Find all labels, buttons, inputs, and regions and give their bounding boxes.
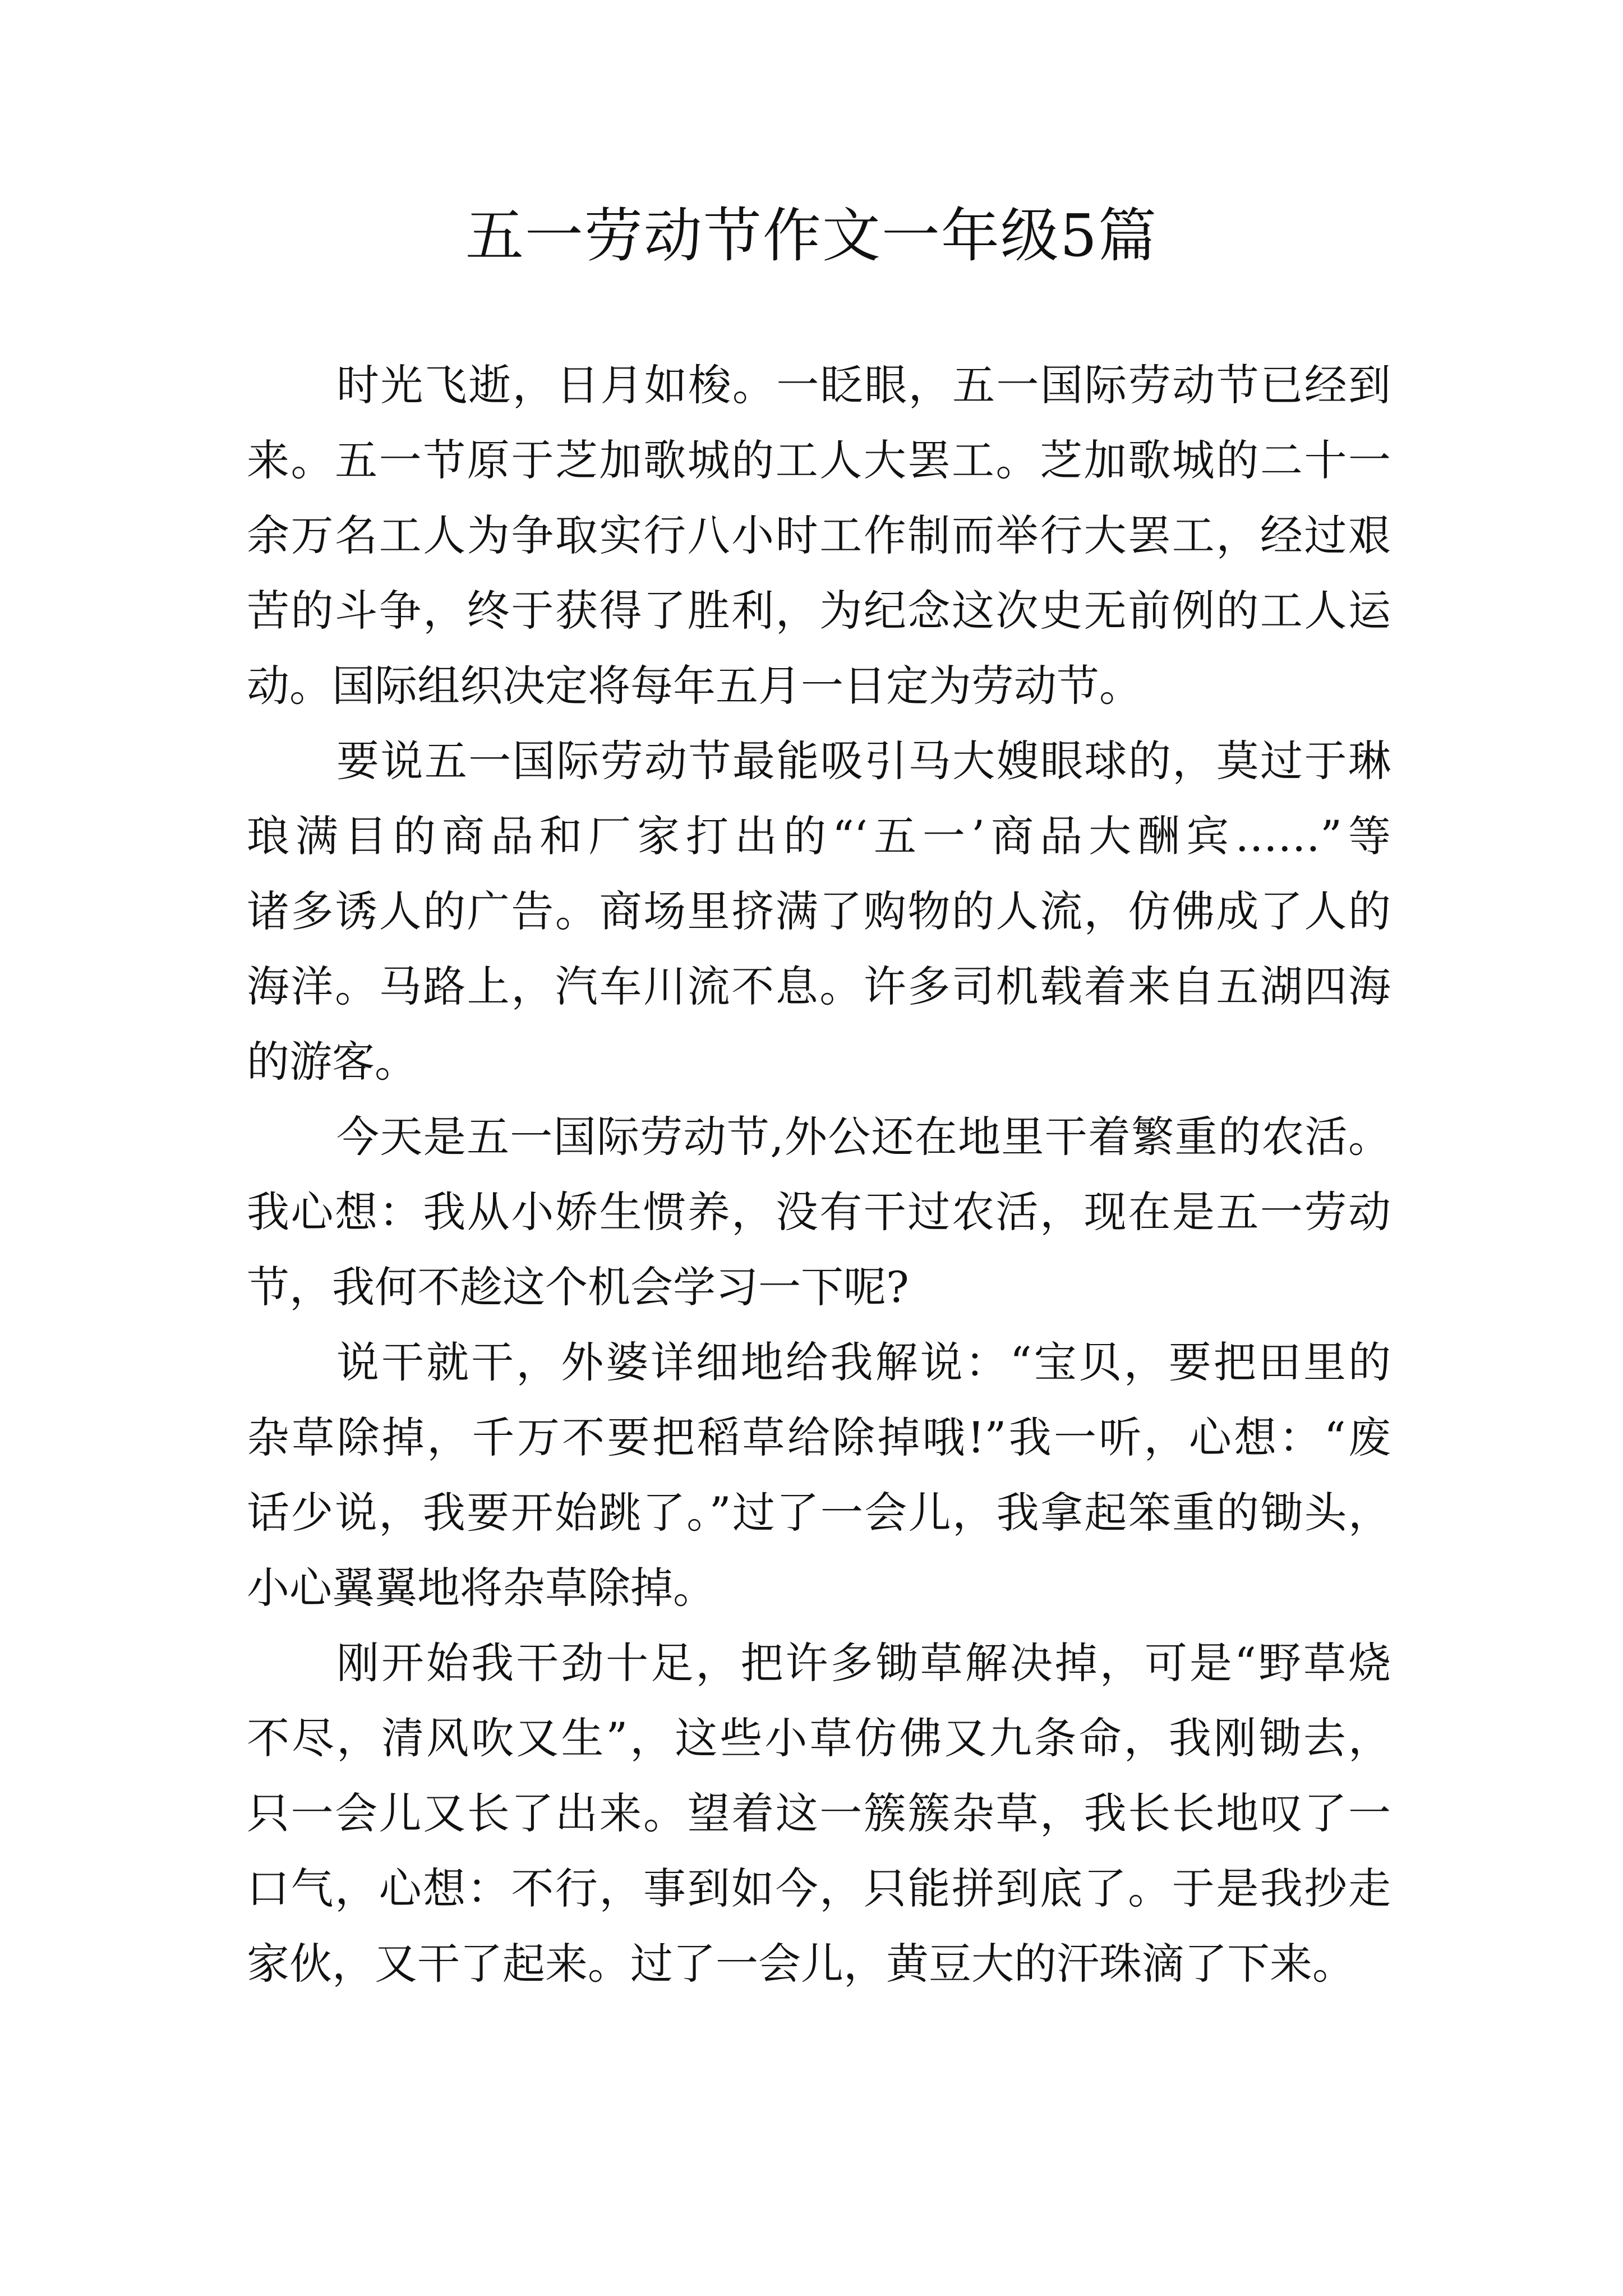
paragraph-line: 动。国际组织决定将每年五月一日定为劳动节。 bbox=[247, 661, 1142, 711]
paragraph-line: 来。五一节原于芝加歌城的工人大罢工。芝加歌城的二十一 bbox=[247, 435, 1391, 485]
paragraph-line: 话少说，我要开始跳了。”过了一会儿，我拿起笨重的锄头， bbox=[247, 1488, 1391, 1538]
paragraph-1 bbox=[247, 348, 1391, 724]
paragraph-line: 今天是五一国际劳动节,外公还在地里干着繁重的农活。 bbox=[336, 1112, 1391, 1162]
paragraph-line: 家伙，又干了起来。过了一会儿，黄豆大的汗珠滴了下来。 bbox=[247, 1939, 1355, 1989]
paragraph-line: 只一会儿又长了出来。望着这一簇簇杂草，我长长地叹了一 bbox=[247, 1788, 1391, 1838]
paragraph-2 bbox=[247, 724, 1391, 1099]
paragraph-line: 苦的斗争，终于获得了胜利，为纪念这次史无前例的工人运 bbox=[247, 586, 1391, 636]
paragraph-line: 杂草除掉，千万不要把稻草给除掉哦!”我一听，心想：“废 bbox=[247, 1412, 1391, 1462]
paragraph-line: 刚开始我干劲十足，把许多锄草解决掉，可是“野草烧 bbox=[336, 1638, 1391, 1688]
paragraph-line: 节，我何不趁这个机会学习一下呢? bbox=[247, 1262, 909, 1312]
paragraph-line: 口气，心想：不行，事到如今，只能拼到底了。于是我抄走 bbox=[247, 1864, 1391, 1913]
document-title: 五一劳动节作文一年级5篇 bbox=[465, 201, 1158, 270]
paragraph-line: 海洋。马路上，汽车川流不息。许多司机载着来自五湖四海 bbox=[247, 961, 1391, 1011]
document-body bbox=[247, 348, 1391, 2001]
paragraph-line: 不尽，清风吹又生”，这些小草仿佛又九条命，我刚锄去， bbox=[247, 1713, 1391, 1763]
paragraph-line: 的游客。 bbox=[247, 1037, 417, 1087]
paragraph-line: 琅满目的商品和厂家打出的“‘五一’商品大酬宾……”等 bbox=[247, 811, 1391, 861]
paragraph-line: 时光飞逝，日月如梭。一眨眼，五一国际劳动节已经到 bbox=[336, 360, 1391, 410]
paragraph-line: 我心想：我从小娇生惯养，没有干过农活，现在是五一劳动 bbox=[247, 1187, 1391, 1237]
paragraph-3 bbox=[247, 1099, 1391, 1325]
paragraph-4 bbox=[247, 1325, 1391, 1626]
paragraph-line: 余万名工人为争取实行八小时工作制而举行大罢工，经过艰 bbox=[247, 510, 1391, 560]
paragraph-5 bbox=[247, 1626, 1391, 2001]
paragraph-line: 要说五一国际劳动节最能吸引马大嫂眼球的，莫过于琳 bbox=[336, 736, 1391, 786]
paragraph-line: 诸多诱人的广告。商场里挤满了购物的人流，仿佛成了人的 bbox=[247, 886, 1391, 936]
paragraph-line: 小心翼翼地将杂草除掉。 bbox=[247, 1563, 716, 1613]
paragraph-line: 说干就干，外婆详细地给我解说：“宝贝，要把田里的 bbox=[336, 1337, 1391, 1387]
